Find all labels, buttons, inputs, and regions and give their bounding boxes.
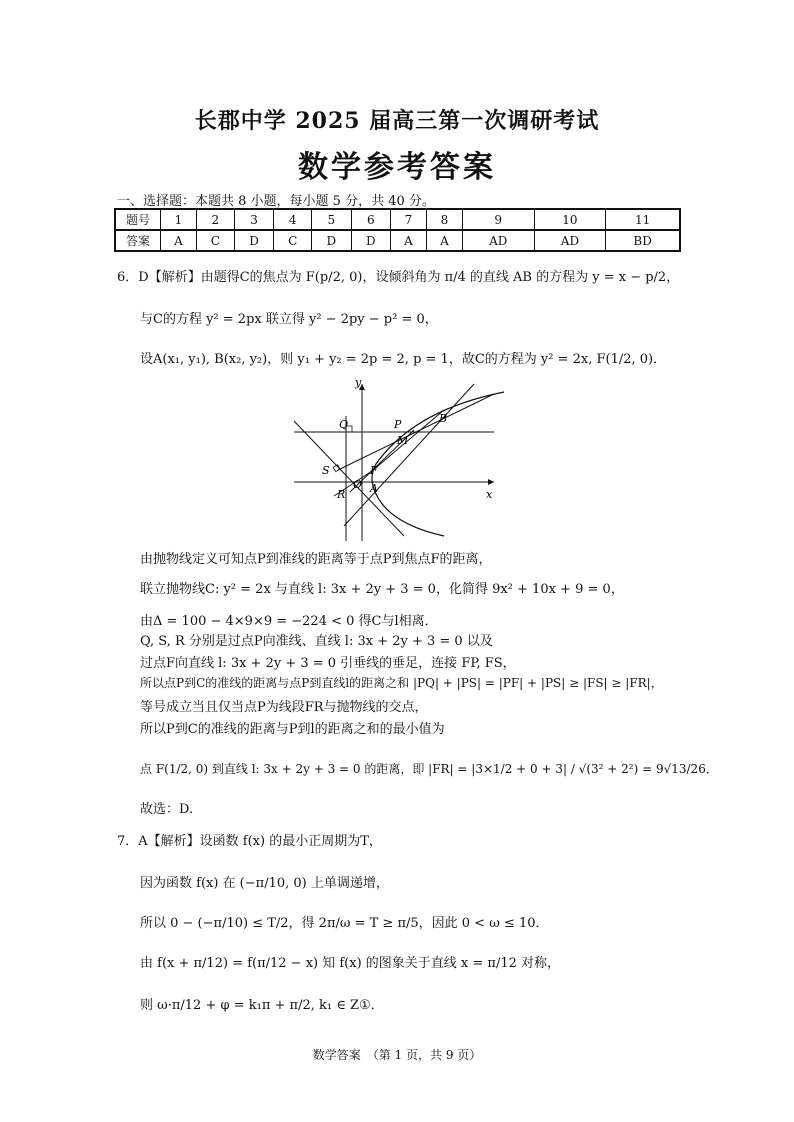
label-s: S bbox=[322, 464, 330, 477]
table-row bbox=[115, 209, 680, 230]
table-cell: 6 bbox=[351, 209, 390, 230]
label-a: A bbox=[370, 482, 378, 495]
row-label: 答案 bbox=[115, 230, 161, 251]
table-cell: D bbox=[312, 230, 351, 251]
table-row bbox=[115, 230, 680, 251]
label-r: R bbox=[337, 488, 346, 501]
table-cell: A bbox=[391, 230, 427, 251]
q6-line-12: 点 F(1/2, 0) 到直线 l: 3x + 2y + 3 = 0 的距离，即 |FR| = |3×1/2 + 0 + 3| / √(3² + 2²) = 9√13/26． bbox=[140, 762, 718, 776]
q6-line-9: 所以点P到C的准线的距离与点P到直线l的距离之和 |PQ| + |PS| = |PF| + |PS| ≥ |FS| ≥ |FR|， bbox=[140, 676, 663, 690]
table-cell: D bbox=[351, 230, 390, 251]
table-cell: 10 bbox=[534, 209, 606, 230]
table-cell: 4 bbox=[274, 209, 312, 230]
table-cell: A bbox=[426, 230, 462, 251]
q6-line-5: 联立抛物线C: y² = 2x 与直线 l: 3x + 2y + 3 = 0，化简得 9x² + 10x + 9 = 0， bbox=[140, 582, 624, 597]
q6-line-2: 与C的方程 y² = 2px 联立得 y² − 2py − p² = 0， bbox=[140, 312, 438, 327]
label-f: F bbox=[370, 464, 378, 477]
table-cell: 5 bbox=[312, 209, 351, 230]
answer-table bbox=[114, 208, 681, 252]
table-cell: 11 bbox=[606, 209, 680, 230]
q7-line-2: 因为函数 f(x) 在 (−π/10, 0) 上单调递增， bbox=[140, 876, 389, 891]
section-heading: 一、选择题：本题共 8 小题，每小题 5 分，共 40 分。 bbox=[117, 194, 435, 209]
document-title: 长郡中学 2025 届高三第一次调研考试 bbox=[194, 108, 600, 134]
label-m: M bbox=[397, 434, 409, 447]
q7-line-3: 所以 0 − (−π/10) ≤ T/2，得 2π/ω = T ≥ π/5，因此 0 < ω ≤ 10． bbox=[140, 916, 549, 931]
table-cell: 9 bbox=[462, 209, 534, 230]
q7-line-4: 由 f(x + π/12) = f(π/12 − x) 知 f(x) 的图象关于直线 x = π/12 对称， bbox=[140, 956, 561, 971]
table-cell: A bbox=[161, 230, 197, 251]
q6-line-3: 设A(x₁, y₁), B(x₂, y₂)，则 y₁ + y₂ = 2p = 2, p = 1，故C的方程为 y² = 2x, F(1/2, 0)． bbox=[140, 352, 667, 367]
document-subtitle: 数学参考答案 bbox=[298, 150, 496, 185]
q6-line-13: 故选：D. bbox=[140, 802, 194, 817]
label-o: O bbox=[353, 478, 363, 491]
label-b: B bbox=[439, 412, 448, 425]
row-label: 题号 bbox=[115, 209, 161, 230]
table-cell: 2 bbox=[196, 209, 234, 230]
q6-line-6: 由Δ = 100 − 4×9×9 = −224 < 0 得C与l相离． bbox=[140, 614, 438, 629]
label-p: P bbox=[394, 418, 402, 431]
q6-line-7: Q, S, R 分别是过点P向准线、直线 l: 3x + 2y + 3 = 0 以及 bbox=[140, 634, 493, 649]
q7-line-5: 则 ω·π/12 + φ = k₁π + π/2, k₁ ∈ Z①． bbox=[140, 998, 384, 1013]
table-cell: 8 bbox=[426, 209, 462, 230]
q7-line-1: 7．A【解析】设函数 f(x) 的最小正周期为T， bbox=[117, 834, 382, 849]
table-cell: 3 bbox=[234, 209, 273, 230]
label-y: y bbox=[355, 376, 362, 389]
q6-line-4: 由抛物线定义可知点P到准线的距离等于点P到焦点F的距离， bbox=[140, 552, 492, 567]
line-ab bbox=[344, 384, 474, 526]
label-x: x bbox=[486, 488, 493, 501]
page-footer: 数学答案 （第 1 页，共 9 页） bbox=[312, 1048, 482, 1062]
q6-line-11: 所以P到C的准线的距离与P到l的距离之和的最小值为 bbox=[140, 722, 445, 737]
table-cell: D bbox=[234, 230, 273, 251]
table-cell: C bbox=[274, 230, 312, 251]
q6-line-1: 6．D【解析】由题得C的焦点为 F(p/2, 0)，设倾斜角为 π/4 的直线 AB 的方程为 y = x − p/2， bbox=[117, 270, 680, 285]
parabola-curve bbox=[372, 392, 504, 536]
table-cell: 7 bbox=[391, 209, 427, 230]
table-cell: 1 bbox=[161, 209, 197, 230]
parabola-figure bbox=[294, 376, 524, 546]
table-cell: AD bbox=[534, 230, 606, 251]
q6-line-8: 过点F向直线 l: 3x + 2y + 3 = 0 引垂线的垂足，连接 FP, FS， bbox=[140, 656, 516, 671]
label-q: Q bbox=[339, 418, 349, 431]
table-cell: BD bbox=[606, 230, 680, 251]
q6-line-10: 等号成立当且仅当点P为线段FR与抛物线的交点， bbox=[140, 700, 428, 715]
table-cell: C bbox=[196, 230, 234, 251]
table-cell: AD bbox=[462, 230, 534, 251]
